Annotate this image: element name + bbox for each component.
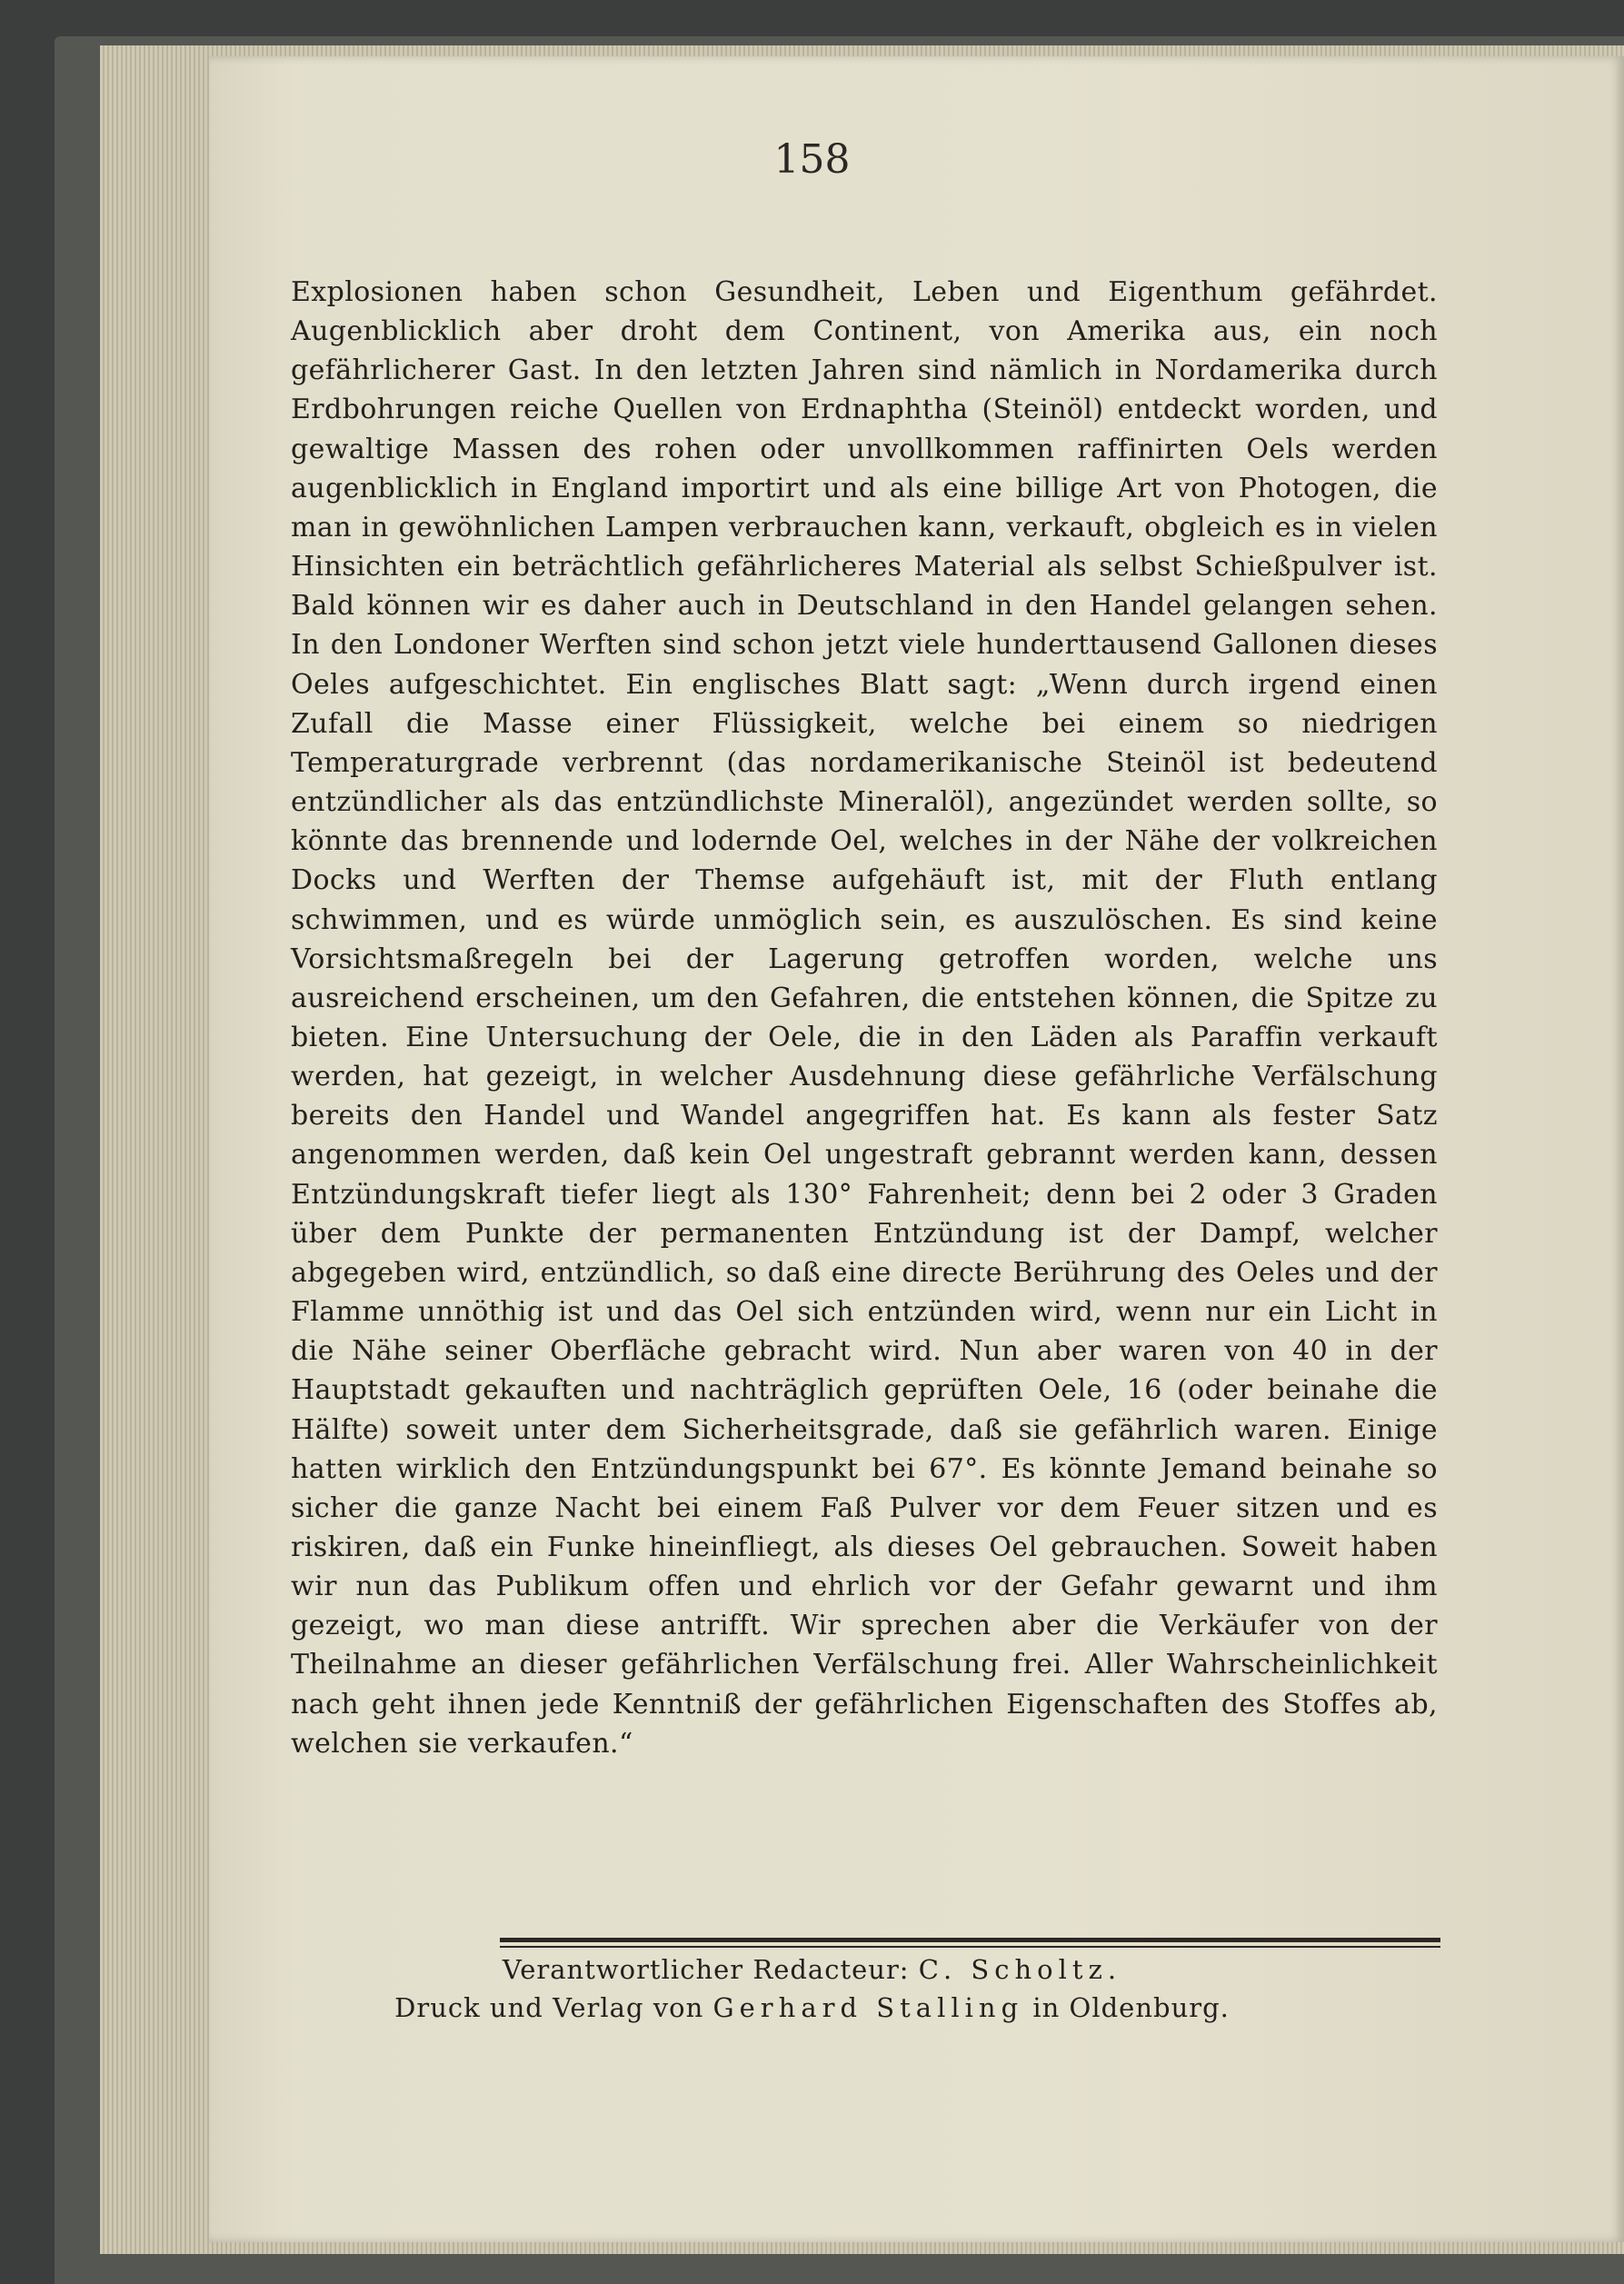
footer-rule-thin xyxy=(500,1946,1440,1948)
printer-line xyxy=(0,1992,1624,2023)
page-number: 158 xyxy=(773,136,851,183)
editor-name: C. Scholtz. xyxy=(918,1954,1122,1985)
printer-prefix: Druck und Verlag von xyxy=(394,1992,704,2023)
printer-name: Gerhard Stalling xyxy=(712,1992,1024,2023)
editor-label: Verantwortlicher Redacteur: xyxy=(502,1954,910,1985)
responsible-editor-line xyxy=(0,1954,1624,1985)
footer-rule-thick xyxy=(500,1938,1440,1942)
printer-place: in Oldenburg. xyxy=(1032,1992,1230,2023)
footer-rule xyxy=(500,1938,1440,1948)
body-paragraph: Explosionen haben schon Gesundheit, Leben und Eigenthum gefährdet. Augenblicklich aber droht dem Continent, von Amerika aus, ein noch gefährlicherer Gast. In den letzten Jahren sind nämlich in Nordamerika durch Erdbohrungen reiche Quellen von Erdnaphtha (Steinöl) entdeckt worden, und gewaltige Massen des rohen oder unvollkommen raffinirten Oels werden augenblicklich in England importirt und als eine billige Art von Photogen, die man in gewöhnlichen Lampen verbrauchen kann, verkauft, obgleich es in vielen Hinsichten ein beträchtlich gefährlicheres Material als selbst Schießpulver ist. Bald können wir es daher auch in Deutschland in den Handel gelangen sehen. In den Londoner Werften sind schon jetzt viele hunderttausend Gallonen dieses Oeles aufgeschichtet. Ein englisches Blatt sagt: „Wenn durch irgend einen Zufall die Masse einer Flüssigkeit, welche bei einem so niedrigen Temperaturgrade verbrennt (das nordamerikanische Steinöl ist bedeutend entzündlicher als das entzündlichste Mineralöl), angezündet werden sollte, so könnte das brennende und lodernde Oel, welches in der Nähe der volkreichen Docks und Werften der Themse aufgehäuft ist, mit der Fluth entlang schwimmen, und es würde unmöglich sein, es auszulöschen. Es sind keine Vorsichtsmaßregeln bei der Lagerung getroffen worden, welche uns ausreichend erscheinen, um den Gefahren, die entstehen können, die Spitze zu bieten. Eine Untersuchung der Oele, die in den Läden als Paraffin verkauft werden, hat gezeigt, in welcher Ausdehnung diese gefährliche Verfälschung bereits den Handel und Wandel angegriffen hat. Es kann als fester Satz angenommen werden, daß kein Oel ungestraft gebrannt werden kann, dessen Entzündungskraft tiefer liegt als 130° Fahrenheit; denn bei 2 oder 3 Graden über dem Punkte der permanenten Entzündung ist der Dampf, welcher abgegeben wird, entzündlich, so daß eine directe Berührung des Oeles und der Flamme unnöthig ist und das Oel sich entzünden wird, wenn nur ein Licht in die Nähe seiner Oberfläche gebracht wird. Nun aber waren von 40 in der Hauptstadt gekauften und nachträglich geprüften Oele, 16 (oder beinahe die Hälfte) soweit unter dem Sicherheitsgrade, daß sie gefährlich waren. Einige hatten wirklich den Entzündungspunkt bei 67°. Es könnte Jemand beinahe so sicher die ganze Nacht bei einem Faß Pulver vor dem Feuer sitzen und es riskiren, daß ein Funke hineinfliegt, als dieses Oel gebrauchen. Soweit haben wir nun das Publikum offen und ehrlich vor der Gefahr gewarnt und ihm gezeigt, wo man diese antrifft. Wir sprechen aber die Verkäufer von der Theilnahme an dieser gefährlichen Verfälschung frei. Aller Wahrscheinlichkeit nach geht ihnen jede Kenntniß der gefährlichen Eigenschaften des Stoffes ab, welchen sie verkaufen.“ xyxy=(291,276,1438,1760)
